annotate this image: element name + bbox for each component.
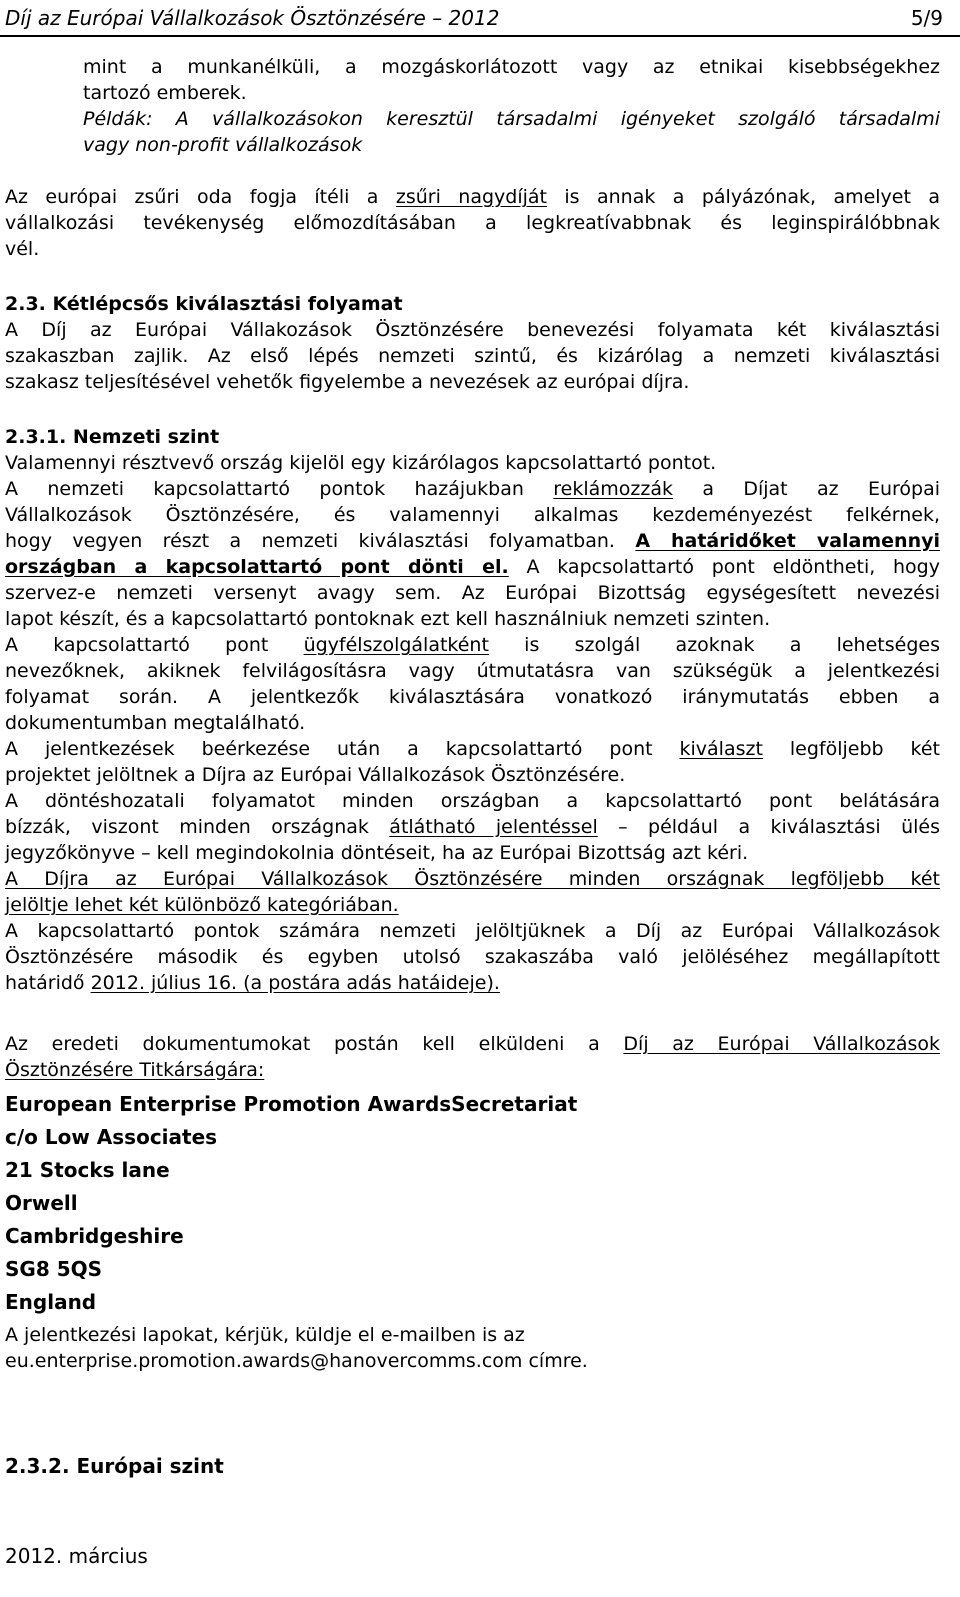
bullet-text-line: mint a munkanélküli, a mozgáskorlátozott vagy az etnikai kisebbségekhez — [83, 56, 940, 78]
paragraph-line: folyamat során. A jelentkezők kiválasztására vonatkozó iránymutatás ebben a — [5, 686, 940, 708]
paragraph-line: szervez-e nemzeti versenyt avagy sem. Az Európai Bizottság egységesített nevezési — [5, 582, 940, 604]
bullet-text-line: tartozó emberek. — [83, 82, 247, 104]
section-paragraph-line: szakaszban zajlik. Az első lépés nemzeti szintű, és kizárólag a nemzeti kiválasztási — [5, 345, 940, 367]
examples-line: Példák: A vállalkozásokon keresztül társadalmi igényeket szolgáló társadalmi — [83, 108, 940, 130]
paragraph-line: bízzák, viszont minden országnak átlátható jelentéssel – például a kiválasztási ülés — [5, 816, 940, 838]
secretariat-link[interactable]: Díj az Európai Vállalkozások — [623, 1033, 941, 1055]
header-rule — [0, 35, 960, 37]
mailing-instruction-line: Az eredeti dokumentumokat postán kell elküldeni a Díj az Európai Vállalkozások — [5, 1033, 941, 1055]
examples-line: vagy non-profit vállalkozások — [83, 134, 363, 156]
address-line: Orwell — [5, 1191, 78, 1215]
paragraph-line: A kapcsolattartó pontok számára nemzeti jelöltjüknek a Díj az Európai Vállalkozások — [5, 920, 940, 942]
paragraph-line: Ösztönzésére második és egyben utolsó szakaszába való jelöléséhez megállapított — [5, 946, 940, 968]
paragraph-line: országban a kapcsolattartó pont dönti el. A kapcsolattartó pont eldöntheti, hogy — [5, 556, 940, 578]
paragraph-line: A nemzeti kapcsolattartó pontok hazájukban reklámozzák a Díjat az Európai — [5, 478, 940, 500]
customer-service-link[interactable]: ügyfélszolgálatként — [303, 634, 489, 656]
page-number: 5/9 — [910, 6, 943, 30]
section-heading-2-3: 2.3. Kétlépcsős kiválasztási folyamat — [5, 293, 403, 315]
deadline-emphasis: országban a kapcsolattartó pont dönti el. — [5, 556, 509, 578]
paragraph-line: A döntéshozatali folyamatot minden országban a kapcsolattartó pont belátására — [5, 790, 940, 812]
grand-prize-link[interactable]: zsűri nagydíját — [395, 186, 547, 208]
email-instruction-line: eu.enterprise.promotion.awards@hanovercomms.com címre. — [5, 1350, 588, 1372]
paragraph-line: lapot készít, és a kapcsolattartó pontoknak ezt kell használniuk nemzeti szinten. — [5, 608, 771, 630]
paragraph-line: határidő 2012. július 16. (a postára adás hatáideje). — [5, 972, 500, 994]
paragraph-line: jegyzőkönyve – kell megindokolnia döntéseit, ha az Európai Bizottság azt kéri. — [5, 842, 749, 864]
address-line: England — [5, 1290, 97, 1314]
paragraph-line: hogy vegyen részt a nemzeti kiválasztási folyamatban. A határidőket valamennyi — [5, 530, 941, 552]
jury-paragraph-line: Az európai zsűri oda fogja ítéli a zsűri nagydíját is annak a pályázónak, amelyet a — [5, 186, 940, 208]
address-line: 21 Stocks lane — [5, 1158, 170, 1182]
transparent-report-link[interactable]: átlátható jelentéssel — [389, 816, 598, 838]
advertise-link[interactable]: reklámozzák — [553, 478, 673, 500]
paragraph-line: projektet jelöltnek a Díjra az Európai Vállalkozások Ösztönzésére. — [5, 764, 626, 786]
paragraph-line: A jelentkezések beérkezése után a kapcsolattartó pont kiválaszt legföljebb két — [5, 738, 940, 760]
section-paragraph-line: szakasz teljesítésével vehetők figyelembe a nevezések az európai díjra. — [5, 371, 690, 393]
nominee-limit-line: jelöltje lehet két különböző kategóriában. — [5, 894, 399, 916]
paragraph-line: Vállalkozások Ösztönzésére, és valamennyi alkalmas kezdeményezést felkérnek, — [5, 504, 940, 526]
paragraph-line: A kapcsolattartó pont ügyfélszolgálatként is szolgál azoknak a lehetséges — [5, 634, 940, 656]
address-line: SG8 5QS — [5, 1257, 103, 1281]
address-line: European Enterprise Promotion AwardsSecretariat — [5, 1092, 578, 1116]
footer-date: 2012. március — [5, 1544, 148, 1568]
paragraph-line: Valamennyi résztvevő ország kijelöl egy kizárólagos kapcsolattartó pontot. — [5, 452, 717, 474]
address-line: Cambridgeshire — [5, 1224, 184, 1248]
section-heading-2-3-1: 2.3.1. Nemzeti szint — [5, 426, 220, 448]
deadline-date-link[interactable]: 2012. július 16. (a postára adás hatáideje). — [90, 972, 500, 994]
deadline-emphasis: A határidőket valamennyi — [635, 530, 941, 552]
address-line: c/o Low Associates — [5, 1125, 218, 1149]
secretariat-link[interactable]: Ösztönzésére Titkárságára: — [5, 1059, 265, 1081]
section-paragraph-line: A Díj az Európai Vállakozások Ösztönzésére benevezési folyamata két kiválasztási — [5, 319, 940, 341]
nominee-limit-line: A Díjra az Európai Vállalkozások Ösztönzésére minden országnak legföljebb két — [5, 868, 940, 890]
email-instruction-line: A jelentkezési lapokat, kérjük, küldje el e-mailben is az — [5, 1324, 525, 1346]
paragraph-line: dokumentumban megtalálható. — [5, 712, 306, 734]
jury-paragraph-line: vállalkozási tevékenység előmozdításában a legkreatívabbnak és leginspirálóbbnak — [5, 212, 940, 234]
jury-paragraph-line: vél. — [5, 238, 40, 260]
running-header-title: Díj az Európai Vállalkozások Ösztönzésére – 2012 — [5, 6, 500, 30]
section-heading-2-3-2: 2.3.2. Európai szint — [5, 1454, 224, 1478]
paragraph-line: nevezőknek, akiknek felvilágosításra vagy útmutatásra van szükségük a jelentkezési — [5, 660, 940, 682]
select-link[interactable]: kiválaszt — [679, 738, 763, 760]
